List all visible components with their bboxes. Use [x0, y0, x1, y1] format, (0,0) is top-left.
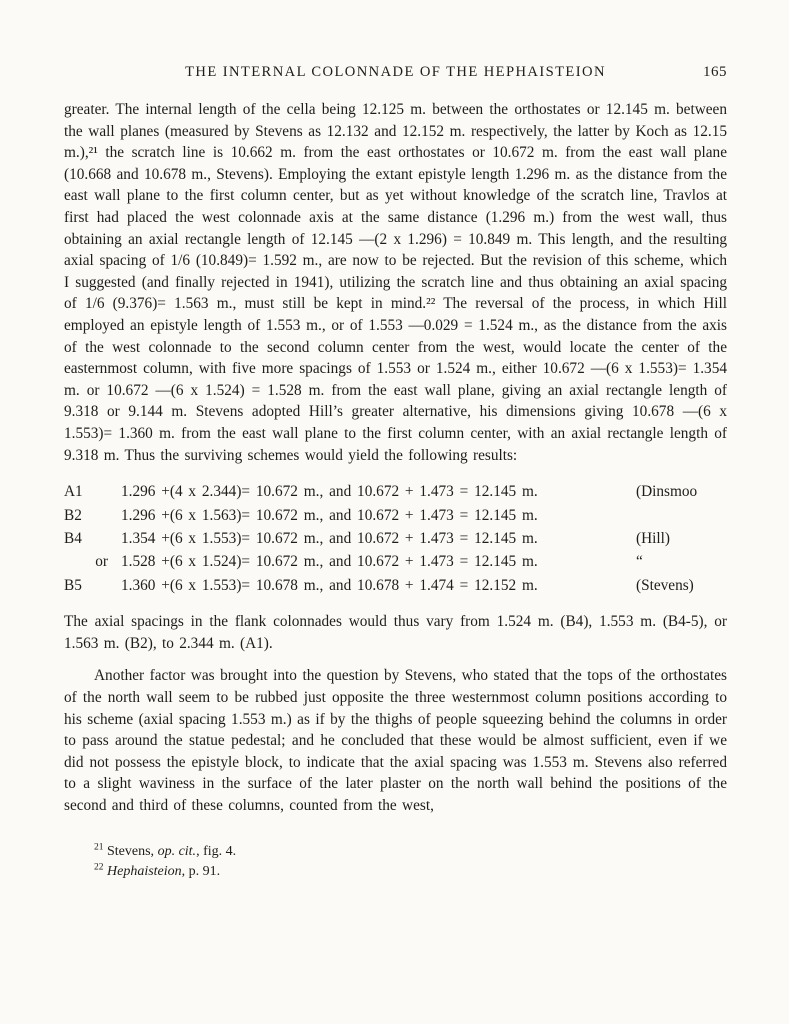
footnote [94, 842, 727, 862]
page-header [64, 64, 727, 86]
equation-body: 1.354 +(6 x 1.553)= 10.672 m., and 10.672 + 1.473 = 12.145 m. [121, 529, 538, 547]
footnotes [64, 842, 727, 881]
equation-list [64, 480, 727, 597]
footnote-marker: 21 [94, 842, 104, 853]
equation-label: B5 [64, 576, 82, 594]
equation-label: A1 [64, 483, 83, 501]
equation-attribution: (Hill) [636, 529, 670, 547]
footnote-text: , fig. 4. [196, 844, 237, 860]
equation-row [64, 550, 727, 573]
equation-attribution: (Stevens) [636, 576, 694, 594]
paragraph-another-factor: Another factor was brought into the question by Stevens, who stated that the tops of the orthostates of the north wall seem to be rubbed just opposite the three westernmost column positions according to his scheme (axial spacing 1.553 m.) as if by the thighs of people squeezing behind the columns in order to pass around the statue pedestal; and he concluded that these would be almost sufficient, even if we did not possess the epistyle block, to indicate that the axial spacing was 1.553 m. Stevens also referred to a slight waviness in the surface of the later plaster on the north wall behind the positions of the second and third of these columns, counted from the west, [64, 667, 727, 814]
paragraph-summary: The axial spacings in the flank colonnades would thus vary from 1.524 m. (B4), 1.553 m. (B4-5), or 1.563 m. (B2), to 2.344 m. (A1). [64, 613, 727, 652]
equation-attribution: “ [636, 553, 643, 571]
footnote-text: , p. 91. [181, 863, 221, 879]
equation-label: B2 [64, 506, 82, 524]
equation-row [64, 527, 727, 550]
equation-row [64, 504, 727, 527]
equation-row [64, 480, 727, 503]
equation-label: or [95, 553, 108, 571]
equation-attribution: (Dinsmoo [636, 483, 698, 501]
footnote-italic-text: op. cit. [157, 844, 197, 860]
footnote-text: Stevens, [103, 844, 158, 860]
footnote-italic-text: Hephaisteion [107, 863, 182, 879]
equation-label: B4 [64, 529, 82, 547]
paragraph-main: greater. The internal length of the cella being 12.125 m. between the orthostates or 12.145 m. between the wall planes (measured by Stevens as 12.132 and 12.152 m. respectively, the latter by Koch as 12.15 m.),²¹ the scratch line is 10.662 m. from the east orthostates or 10.672 m. from the east wall plane (10.668 and 10.678 m., Stevens). Employing the extant epistyle length 1.296 m. as the distance from the east wall plane to the first column center, but as yet without knowledge of the scratch line, Travlos at first had placed the west colonnade axis at the same distance (1.296 m.) from the west wall, thus obtaining an axial rectangle length of 12.145 —(2 x 1.296) = 10.849 m. This length, and the resulting axial spacing of 1/6 (10.849)= 1.592 m., are now to be rejected. But the revision of this scheme, which I suggested (and finally rejected in 1941), utilizing the scratch line and thus obtaining an axial spacing of 1/6 (9.376)= 1.563 m., must still be kept in mind.²² The reversal of the process, in which Hill employed an epistyle length of 1.553 m., or of 1.553 —0.029 = 1.524 m., as the distance from the axis of the west colonnade to the second column center from the west, would locate the center of the easternmost column, with five more spacings of 1.553 or 1.524 m., either 10.672 —(6 x 1.553)= 1.354 m. or 10.672 —(6 x 1.524) = 1.528 m. from the east wall plane, giving an axial rectangle length of 9.318 or 9.144 m. Stevens adopted Hill’s greater alternative, his dimensions giving 10.678 —(6 x 1.553)= 1.360 m. from the east wall plane to the first column center, with an axial rectangle length of 9.318 m. Thus the surviving schemes would yield the following results: [64, 101, 727, 464]
footnote-marker: 22 [94, 862, 104, 873]
equation-body: 1.296 +(4 x 2.344)= 10.672 m., and 10.672 + 1.473 = 12.145 m. [121, 483, 538, 501]
page-number: 165 [703, 64, 727, 80]
equation-row [64, 574, 727, 597]
equation-body: 1.296 +(6 x 1.563)= 10.672 m., and 10.672 + 1.473 = 12.145 m. [121, 506, 538, 524]
page-title: THE INTERNAL COLONNADE OF THE HEPHAISTEION [185, 64, 606, 80]
equation-body: 1.528 +(6 x 1.524)= 10.672 m., and 10.672 + 1.473 = 12.145 m. [121, 553, 538, 571]
footnote [94, 862, 727, 882]
equation-body: 1.360 +(6 x 1.553)= 10.678 m., and 10.678 + 1.474 = 12.152 m. [121, 576, 538, 594]
